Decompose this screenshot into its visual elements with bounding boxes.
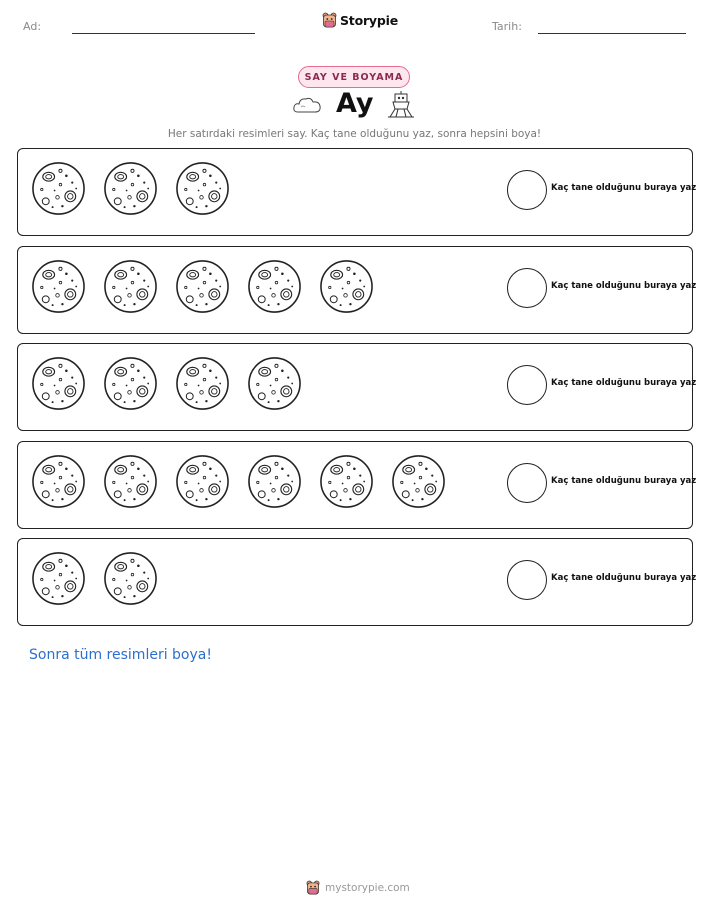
moon-icon	[31, 259, 86, 314]
moon-group	[31, 259, 374, 314]
moon-icon	[31, 454, 86, 509]
moon-icon	[103, 161, 158, 216]
brand-name: Storypie	[340, 13, 398, 28]
counting-row	[17, 441, 697, 529]
counting-row	[17, 538, 697, 626]
answer-circle[interactable]	[507, 560, 547, 600]
answer-circle[interactable]	[507, 170, 547, 210]
counting-row	[17, 148, 697, 236]
counting-row	[17, 343, 697, 431]
instructions: Her satırdaki resimleri say. Kaç tane olduğunu yaz, sonra hepsini boya!	[167, 128, 542, 140]
date-line	[538, 33, 686, 34]
closing-note: Sonra tüm resimleri boya!	[29, 647, 212, 663]
moon-icon	[391, 454, 446, 509]
moon-icon	[103, 259, 158, 314]
moon-icon	[31, 356, 86, 411]
site-url[interactable]: mystorypie.com	[325, 882, 410, 894]
moon-icon	[103, 454, 158, 509]
moon-group	[31, 161, 230, 216]
name-line	[72, 33, 255, 34]
answer-prompt: Kaç tane olduğunu buraya yaz	[551, 573, 697, 583]
answer-prompt: Kaç tane olduğunu buraya yaz	[551, 280, 697, 291]
moon-icon	[319, 454, 374, 509]
brand-logo	[322, 12, 398, 29]
answer-prompt: Kaç tane olduğunu buraya yaz	[551, 475, 697, 486]
moon-icon	[247, 259, 302, 314]
lunar-lander-icon	[386, 90, 416, 120]
moon-group	[31, 454, 446, 509]
moon-group	[31, 356, 302, 411]
activity-badge: SAY VE BOYAMA	[298, 66, 410, 88]
storypie-bear-icon	[322, 12, 337, 29]
answer-circle[interactable]	[507, 268, 547, 308]
moon-icon	[31, 161, 86, 216]
counting-row	[17, 246, 697, 334]
moon-group	[31, 551, 158, 606]
moon-icon	[175, 356, 230, 411]
moon-icon	[175, 259, 230, 314]
moon-icon	[247, 454, 302, 509]
answer-circle[interactable]	[507, 365, 547, 405]
page-title: Ay	[336, 88, 374, 119]
answer-prompt: Kaç tane olduğunu buraya yaz	[551, 378, 697, 388]
moon-icon	[247, 356, 302, 411]
moon-icon	[319, 259, 374, 314]
answer-prompt: Kaç tane olduğunu buraya yaz	[551, 183, 697, 193]
moon-icon	[31, 551, 86, 606]
site-footer	[306, 880, 410, 896]
storypie-bear-icon	[306, 880, 320, 896]
moon-icon	[175, 454, 230, 509]
moon-icon	[175, 161, 230, 216]
date-label: Tarih:	[492, 20, 522, 33]
name-label: Ad:	[23, 20, 42, 33]
cloud-icon	[292, 95, 322, 115]
answer-circle[interactable]	[507, 463, 547, 503]
moon-icon	[103, 356, 158, 411]
moon-icon	[103, 551, 158, 606]
